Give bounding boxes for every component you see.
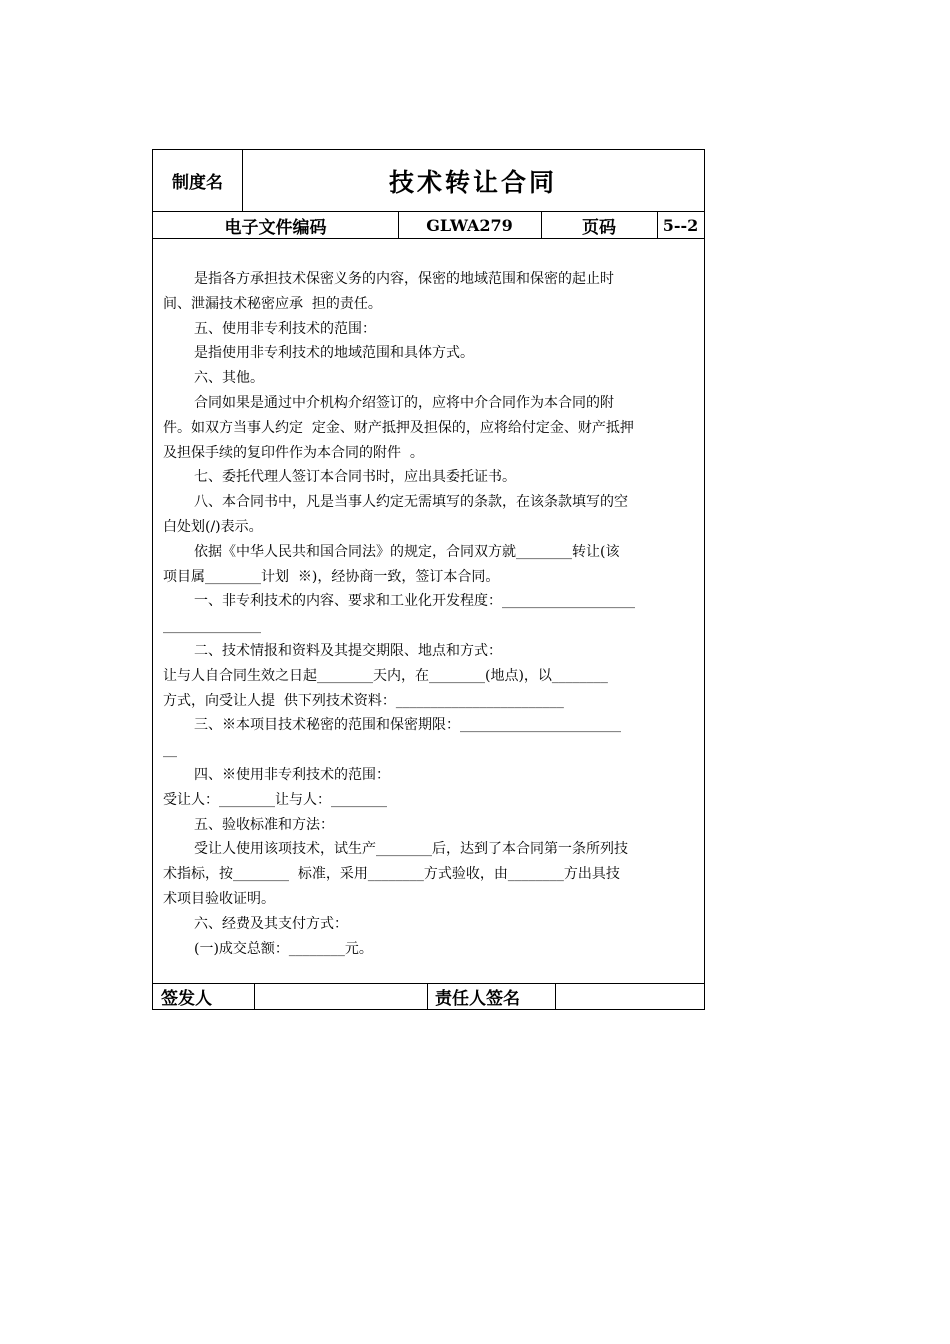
paragraph: 间、泄漏技术秘密应承 担的责任。 (163, 295, 382, 312)
signature-row (153, 983, 704, 1009)
paragraph: 及担保手续的复印件作为本合同的附件 。 (163, 444, 424, 461)
paragraph: 方式，向受让人提 供下列技术资料：________________________ (163, 692, 564, 709)
paragraph: 是指各方承担技术保密义务的内容，保密的地域范围和保密的起止时 (194, 271, 614, 287)
title-row (153, 150, 704, 212)
contract-body (163, 267, 696, 961)
paragraph: 项目属________计划 ※)，经协商一致，签订本合同。 (163, 568, 500, 585)
paragraph: ______________ (163, 618, 261, 635)
paragraph: 一、非专利技术的内容、要求和工业化开发程度：___________________ (194, 593, 635, 610)
paragraph: 受让人：________让与人：________ (163, 791, 387, 808)
paragraph: 白处划(/)表示。 (163, 518, 263, 535)
issuer-field[interactable] (254, 984, 427, 1009)
paragraph: 二、技术情报和资料及其提交期限、地点和方式： (194, 642, 502, 659)
paragraph: 五、验收标准和方法： (194, 816, 334, 833)
paragraph: __ (163, 742, 177, 759)
paragraph: 七、委托代理人签订本合同书时，应出具委托证书。 (194, 469, 516, 486)
paragraph: 合同如果是通过中介机构介绍签订的，应将中介合同作为本合同的附 (194, 394, 614, 411)
system-name-label: 制度名 (172, 173, 223, 193)
paragraph: 六、经费及其支付方式： (194, 915, 348, 932)
page-label: 页码 (582, 217, 616, 238)
file-code-label: 电子文件编码 (224, 217, 327, 238)
file-code-row (153, 212, 704, 239)
paragraph: 让与人自合同生效之日起________天内，在________(地点)，以________ (163, 667, 608, 684)
paragraph: 八、本合同书中，凡是当事人约定无需填写的条款，在该条款填写的空 (194, 494, 628, 511)
paragraph: (一)成交总额：________元。 (194, 940, 373, 957)
paragraph: 六、其他。 (194, 370, 264, 387)
file-code-value: GLWA279 (426, 215, 513, 235)
issuer-label: 签发人 (161, 989, 212, 1009)
paragraph: 依据《中华人民共和国合同法》的规定，合同双方就________转让(该 (194, 543, 620, 560)
paragraph: 术指标，按________ 标准，采用________方式验收，由________方出具技 (163, 866, 620, 883)
document-title: 技术转让合同 (388, 167, 557, 197)
paragraph: 四、※使用非专利技术的范围： (194, 766, 390, 783)
responsible-label: 责任人签名 (435, 989, 520, 1009)
paragraph: 三、※本项目技术秘密的范围和保密期限：_______________________ (194, 717, 621, 734)
paragraph: 件。如双方当事人约定 定金、财产抵押及担保的，应将给付定金、财产抵押 (163, 419, 634, 436)
paragraph: 术项目验收证明。 (163, 890, 275, 907)
contract-document (152, 149, 705, 1010)
paragraph: 五、使用非专利技术的范围： (194, 320, 376, 337)
responsible-signature-field[interactable] (555, 984, 704, 1009)
paragraph: 受让人使用该项技术，试生产________后，达到了本合同第一条所列技 (194, 841, 628, 858)
paragraph: 是指使用非专利技术的地域范围和具体方式。 (194, 345, 474, 362)
page-value: 5--2 (662, 215, 699, 235)
